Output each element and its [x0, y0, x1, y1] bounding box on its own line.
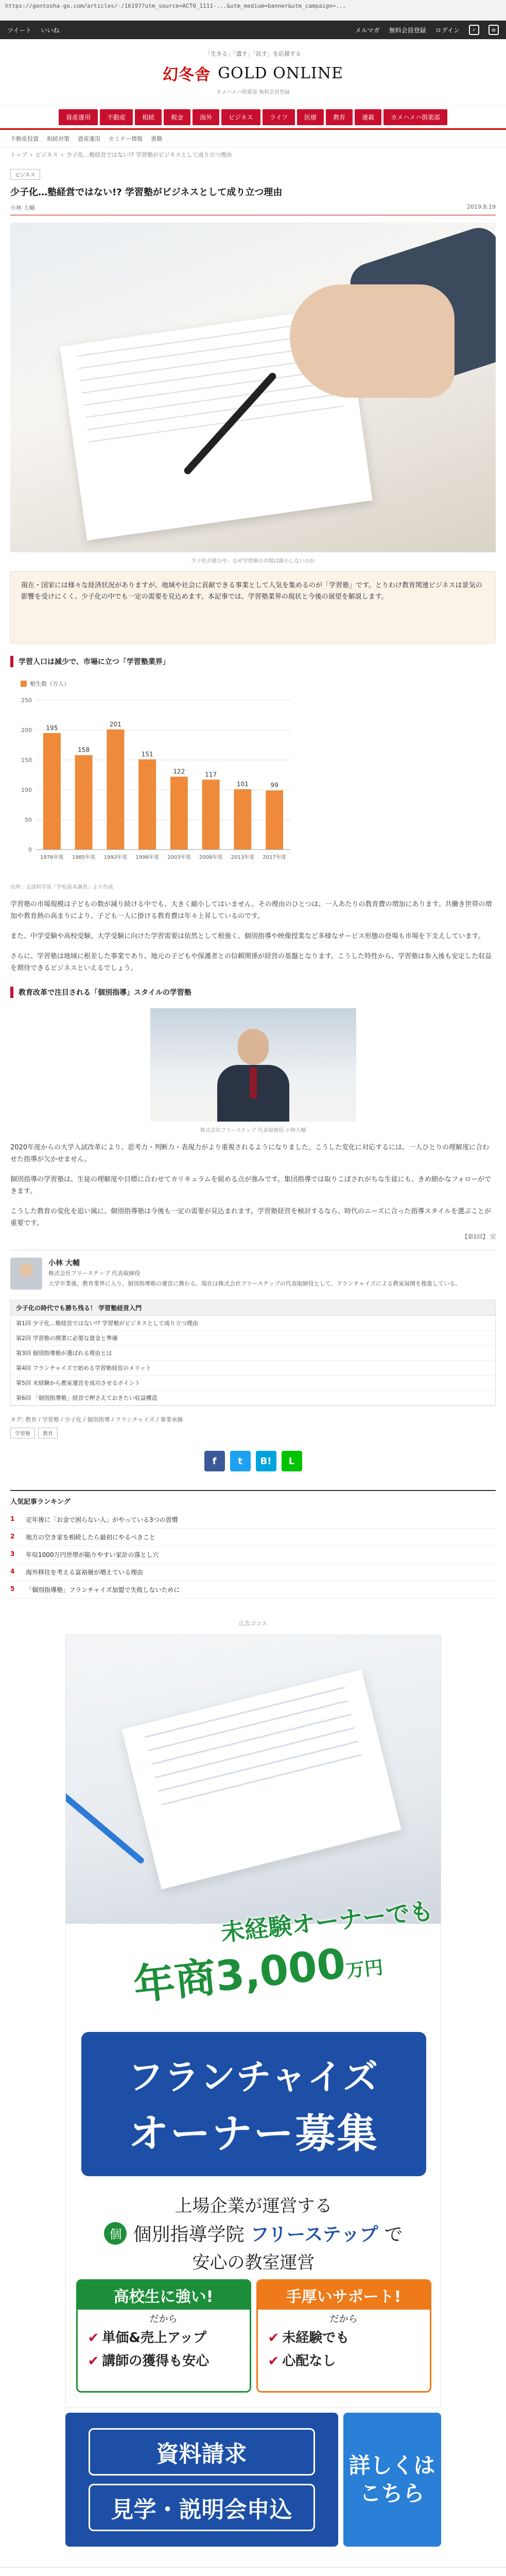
hero-image — [10, 223, 496, 552]
ad-point-box-2 — [256, 2279, 431, 2393]
breadcrumb — [0, 147, 506, 162]
tag-chip[interactable]: 教育 — [38, 1428, 58, 1438]
chart-x-tick: 1976年度 — [40, 855, 64, 860]
ranking-item[interactable] — [10, 1529, 496, 1546]
chart-data-label: 201 — [109, 720, 121, 728]
brand-logo-icon: 個 — [104, 2222, 127, 2245]
photo-person-tie — [250, 1067, 257, 1098]
ad-point-item — [258, 2348, 430, 2371]
hatena-bookmark-icon[interactable]: B! — [256, 1451, 276, 1471]
publish-date: 2019.8.19 — [467, 204, 496, 210]
author-byline[interactable]: 小林 大輔 — [10, 205, 35, 211]
nav-item[interactable]: 教育 — [326, 109, 353, 125]
interview-photo — [150, 1008, 356, 1122]
article-meta — [10, 204, 496, 215]
ranking-number: 3 — [10, 1550, 15, 1557]
ranking-text: 「個別指導塾」フランチャイズ加盟で失敗しないために — [26, 1586, 180, 1594]
sub-nav — [0, 130, 506, 147]
breadcrumb-item[interactable]: ビジネス — [36, 151, 58, 158]
global-nav — [0, 106, 506, 130]
ranking-item[interactable] — [10, 1511, 496, 1529]
series-item[interactable]: 第4回 フランチャイズで始める学習塾経営のメリット — [11, 1361, 495, 1376]
photo-caption: 株式会社フリーステップ 代表取締役 小林大輔 — [200, 1128, 306, 1133]
tags-text: 教育 / 学習塾 / 少子化 / 個別指導 / フランチャイズ / 事業承継 — [25, 1416, 183, 1423]
ad-revenue-prefix: 年商 — [131, 1953, 218, 2010]
ad-point-item-text: 未経験でも — [282, 2330, 350, 2346]
chart-bar — [107, 730, 124, 850]
newsletter-link[interactable]: メルマガ — [355, 26, 380, 34]
menu-icon[interactable]: ≡ — [488, 25, 499, 35]
ad-brand-b: フリーステップ — [250, 2224, 378, 2245]
breadcrumb-separator: › — [30, 151, 33, 158]
heading-bar — [10, 656, 13, 667]
chart-bar — [75, 755, 93, 850]
hero-caption: 少子化が進む中、なぜ学習塾の市場は縮小しないのか — [191, 558, 315, 564]
browser-url[interactable]: https://gentosha-go.com/articles/-/16197?utm_source=ACT0_1111-...&utm_medium=banner&utm_campaign=... — [5, 3, 346, 9]
breadcrumb-item: 少子化…塾経営ではない!? 学習塾がビジネスとして成り立つ理由 — [66, 151, 232, 158]
body-paragraph: また、中学受験や高校受験、大学受験に向けた学習需要は依然として根強く、個別指導や映像授業など多様なサービス形態の登場も市場を下支えしています。 — [10, 933, 485, 940]
body-paragraph: こうした教育の変化を追い風に、個別指導塾は今後も一定の需要が見込まれます。学習塾経営を検討するなら、時代のニーズに合った指導スタイルを選ぶことが重要です。 — [10, 1208, 492, 1227]
ad-point-item-text: 講師の獲得も安心 — [102, 2353, 210, 2369]
facebook-share-icon[interactable]: f — [204, 1451, 225, 1471]
category-badge[interactable]: ビジネス — [10, 169, 40, 180]
chart-svg — [10, 690, 299, 875]
chart-bar — [170, 776, 188, 850]
chart-y-tick: 0 — [28, 846, 32, 853]
seminar-apply-button[interactable]: 見学・説明会申込 — [89, 2484, 315, 2531]
ranking-number: 1 — [10, 1515, 15, 1522]
ranking-title: 人気記事ランキング — [10, 1498, 71, 1506]
article-wrap — [10, 169, 496, 1599]
ad-banner-line-2: オーナー募集 — [128, 2110, 379, 2157]
section-heading-2 — [10, 987, 496, 998]
ad-point-title: 高校生に強い! — [78, 2281, 250, 2310]
chart-bar — [202, 779, 220, 850]
series-title: 少子化の時代でも勝ち残る！ 学習塾経営入門 — [11, 1300, 495, 1316]
logo-text: GOLD ONLINE — [218, 64, 343, 82]
chart-bar — [266, 790, 283, 850]
search-icon[interactable]: ⌕ — [469, 25, 479, 35]
heading-bar — [10, 987, 13, 998]
ad-point-item-text: 心配なし — [282, 2353, 336, 2369]
logo-mark: 幻冬舎 — [163, 66, 211, 84]
ad-point-item — [78, 2348, 250, 2371]
series-item[interactable]: 第6回 「個別指導塾」経営で押さえておきたい収益構造 — [11, 1391, 495, 1405]
chart-data-label: 158 — [78, 746, 90, 754]
tags-block — [10, 1415, 496, 1438]
ranking-number: 5 — [10, 1585, 15, 1592]
series-item[interactable]: 第3回 個別指導塾が選ばれる理由とは — [11, 1346, 495, 1361]
body-paragraph: さらに、学習塾は地域に根差した事業であり、地元の子どもや保護者との信頼関係が経営の基盤となります。こうした特性から、学習塾は参入後も安定した収益を期待できるビジネスといえるでしょう。 — [10, 953, 492, 972]
ranking-number: 4 — [10, 1568, 15, 1575]
section-heading-text: 学習人口は減少で、市場に立つ「学習塾業界」 — [19, 658, 170, 666]
chart-y-tick: 100 — [21, 787, 32, 793]
series-item[interactable]: 第1回 少子化…塾経営ではない!? 学習塾がビジネスとして成り立つ理由 — [11, 1316, 495, 1331]
ranking-text: 海外移住を考える富裕層が増えている理由 — [26, 1569, 144, 1576]
photo-person-head — [238, 1029, 269, 1065]
check-icon: ✔ — [268, 2353, 280, 2369]
chart-data-label: 99 — [270, 782, 278, 789]
nav-item[interactable]: 資産運用 — [59, 109, 98, 125]
tag-chip[interactable]: 学習塾 — [10, 1428, 35, 1438]
ad-revenue-value: 3,000 — [213, 1939, 348, 2001]
top-bar — [0, 21, 506, 39]
ad-revenue-unit: 万円 — [344, 1957, 384, 1982]
chart-bar — [138, 759, 156, 850]
ad-point-item-text: 単価&売上アップ — [102, 2330, 207, 2346]
chart-y-tick: 250 — [21, 697, 32, 704]
series-item[interactable]: 第2回 学習塾の開業に必要な資金と準備 — [11, 1331, 495, 1346]
ad-safe-operation: 安心の教室運営 — [192, 2252, 315, 2273]
chart-x-tick: 1998年度 — [135, 855, 159, 860]
chart-x-tick: 2008年度 — [199, 855, 223, 860]
installment-end: 【第1回】 完 — [462, 1233, 496, 1240]
section-heading-1 — [10, 656, 496, 667]
subnav-item[interactable]: 相続対策 — [47, 135, 69, 142]
tags-label: タグ: — [10, 1416, 24, 1423]
chart-x-tick: 1985年度 — [72, 855, 96, 860]
share-buttons — [10, 1451, 496, 1471]
register-link[interactable]: 無料会員登録 — [389, 26, 426, 34]
ad-point-dakara: だから — [329, 2314, 358, 2325]
browser-address-bar[interactable] — [0, 0, 506, 21]
ad-point-boxes — [76, 2279, 431, 2393]
nav-item[interactable]: ビジネス — [221, 109, 260, 125]
ad-point-box-1 — [76, 2279, 251, 2393]
ad-point-item — [258, 2325, 430, 2348]
ad-tagline-2 — [130, 1926, 385, 2011]
chart-data-label: 117 — [205, 771, 217, 778]
chart-caption: 出所：文部科学省「学校基本調査」より作成 — [10, 885, 113, 890]
nav-item[interactable]: 海外 — [193, 109, 219, 125]
breadcrumb-item[interactable]: トップ — [10, 151, 27, 158]
author-avatar — [10, 1258, 42, 1290]
ad-brand-line — [66, 2220, 441, 2246]
subnav-item[interactable]: 不動産投資 — [10, 135, 39, 142]
chart-y-tick: 150 — [21, 757, 32, 764]
ad-cta-row — [65, 2413, 441, 2547]
ad-point-dakara: だから — [149, 2314, 178, 2325]
ranking-item[interactable] — [10, 1564, 496, 1581]
chart-y-tick: 200 — [21, 727, 32, 734]
ad-point-item — [78, 2325, 250, 2348]
ad-tagline-1: 未経験オーナーでも — [219, 1896, 434, 1947]
body-paragraph: 2020年度からの大学入試改革により、思考力・判断力・表現力がより重視されるようになりました。こうした変化に対応するには、一人ひとりの理解度に合わせた指導が欠かせません。 — [10, 1144, 490, 1163]
author-info — [48, 1258, 461, 1290]
ad-brand-a: 個別指導学院 — [133, 2224, 245, 2245]
chart-bar — [43, 733, 61, 850]
nav-item[interactable]: 不動産 — [100, 109, 133, 125]
masthead-sub[interactable]: カメハメハ倶楽部 無料会員登録 — [216, 90, 290, 95]
article-title: 少子化…塾経営ではない!? 学習塾がビジネスとして成り立つ理由 — [10, 187, 283, 198]
ranking-number: 2 — [10, 1533, 15, 1540]
author-bio: 大学卒業後、教育業界に入り、個別指導塾の運営に携わる。現在は株式会社フリーステップの代表取締役として、フランチャイズによる教室展開を推進している。 — [48, 1280, 461, 1287]
ad-banner — [81, 2032, 426, 2176]
check-icon: ✔ — [88, 2353, 99, 2369]
chart-data-label: 101 — [236, 780, 249, 788]
nav-item[interactable]: 医療 — [297, 109, 324, 125]
ad-brand-c: で — [384, 2224, 403, 2245]
site-logo[interactable] — [163, 62, 343, 84]
ad-paper-shape — [121, 1670, 401, 1890]
chart-legend — [21, 680, 69, 688]
legend-label: 塾生数（万人） — [30, 681, 69, 687]
masthead — [0, 39, 506, 106]
section-heading-text: 教育改革で注目される「個別指導」スタイルの学習塾 — [19, 989, 191, 997]
chart-data-label: 195 — [46, 724, 58, 732]
chart-data-label: 151 — [141, 750, 153, 758]
lead-box: 現在・国家には様々な経済状況がありますが、地域や社会に貢献できる事業として人気を集めるのが「学習塾」です。とりわけ教育関連ビジネスは景気の影響を受けにくく、少子化の中でも一定の需要を見込めます。本記事では、学習塾業界の現状と今後の展望を解説します。 — [10, 571, 496, 643]
chart-x-tick: 2017年度 — [263, 855, 286, 860]
nav-item[interactable]: 連載 — [355, 109, 381, 125]
hero-hand-shape — [290, 284, 455, 398]
chart-data-label: 122 — [173, 768, 185, 775]
chart-bar — [234, 789, 251, 850]
author-box — [10, 1250, 496, 1290]
franchise-ad[interactable] — [65, 1635, 441, 2408]
author-name[interactable]: 小林 大輔 — [48, 1259, 80, 1267]
body-paragraph: 個別指導の学習塾は、生徒の理解度や目標に合わせてカリキュラムを組める点が強みです。集団指導では取りこぼされがちな生徒にも、きめ細かなフォローができます。 — [10, 1176, 492, 1195]
site-tagline: 「生きる」「遺す」「託す」を応援する — [205, 50, 301, 57]
chart-y-tick: 50 — [25, 817, 32, 823]
body-paragraph: 学習塾の市場規模は子どもの数が減り続ける中でも、大きく縮小してはいません。その理由のひとつは、一人あたりの教育費の増加にあります。共働き世帯の増加や教育熱の高まりにより、子ども一人に掛ける教育費は年々上昇しているのです。 — [10, 901, 492, 920]
nav-item[interactable]: 相続 — [135, 109, 162, 125]
ad-listed-company: 上場企業が運営する — [175, 2196, 333, 2216]
series-item[interactable]: 第5回 未経験から教室運営を成功させるポイント — [11, 1376, 495, 1391]
subnav-item[interactable]: セミナー情報 — [109, 135, 143, 142]
check-icon: ✔ — [268, 2330, 280, 2346]
bar-chart — [10, 674, 299, 880]
ad-cta-group — [65, 2413, 338, 2547]
tweet-link[interactable]: ツイート — [7, 26, 32, 34]
nav-item[interactable]: 税金 — [164, 109, 190, 125]
chart-x-tick: 1993年度 — [103, 855, 128, 860]
ranking-list — [10, 1490, 496, 1599]
ranking-item[interactable] — [10, 1546, 496, 1564]
ranking-text: 年収1000万円世帯が陥りやすい家計の落とし穴 — [26, 1551, 159, 1558]
author-role: 株式会社フリーステップ 代表取締役 — [48, 1270, 141, 1277]
like-link[interactable]: いいね — [41, 26, 60, 34]
ranking-text: 定年後に「お金で困らない人」がやっている3つの習慣 — [26, 1516, 178, 1523]
subnav-item[interactable]: 資産運用 — [78, 135, 100, 142]
ranking-text: 地方の空き家を相続したら最初にやるべきこと — [26, 1534, 156, 1541]
ad-point-title: 手厚いサポート! — [258, 2281, 430, 2310]
ad-label: 広告ゴコス — [239, 1620, 267, 1627]
tag-chips — [10, 1428, 496, 1438]
chart-x-tick: 2003年度 — [167, 855, 191, 860]
series-list — [10, 1300, 496, 1406]
nav-item[interactable]: カメハメハ倶楽部 — [383, 109, 447, 125]
ad-banner-line-1: フランチャイズ — [128, 2057, 379, 2098]
nav-item[interactable]: ライフ — [263, 109, 295, 125]
line-share-icon[interactable]: L — [282, 1451, 302, 1471]
site-footer — [0, 2567, 506, 2576]
legend-swatch — [21, 681, 27, 687]
twitter-share-icon[interactable]: t — [230, 1451, 251, 1471]
learn-more-button[interactable]: 詳しくはこちら — [343, 2413, 441, 2547]
chart-x-tick: 2013年度 — [231, 855, 255, 860]
subnav-item[interactable]: 書籍 — [151, 135, 162, 142]
breadcrumb-separator: › — [61, 151, 64, 158]
ad-pen-shape — [65, 1787, 145, 1865]
ad-photo — [66, 1635, 441, 1924]
login-link[interactable]: ログイン — [435, 26, 460, 34]
ranking-item[interactable] — [10, 1581, 496, 1599]
request-materials-button[interactable]: 資料請求 — [89, 2428, 315, 2476]
title-row — [10, 169, 496, 180]
check-icon: ✔ — [88, 2330, 99, 2346]
